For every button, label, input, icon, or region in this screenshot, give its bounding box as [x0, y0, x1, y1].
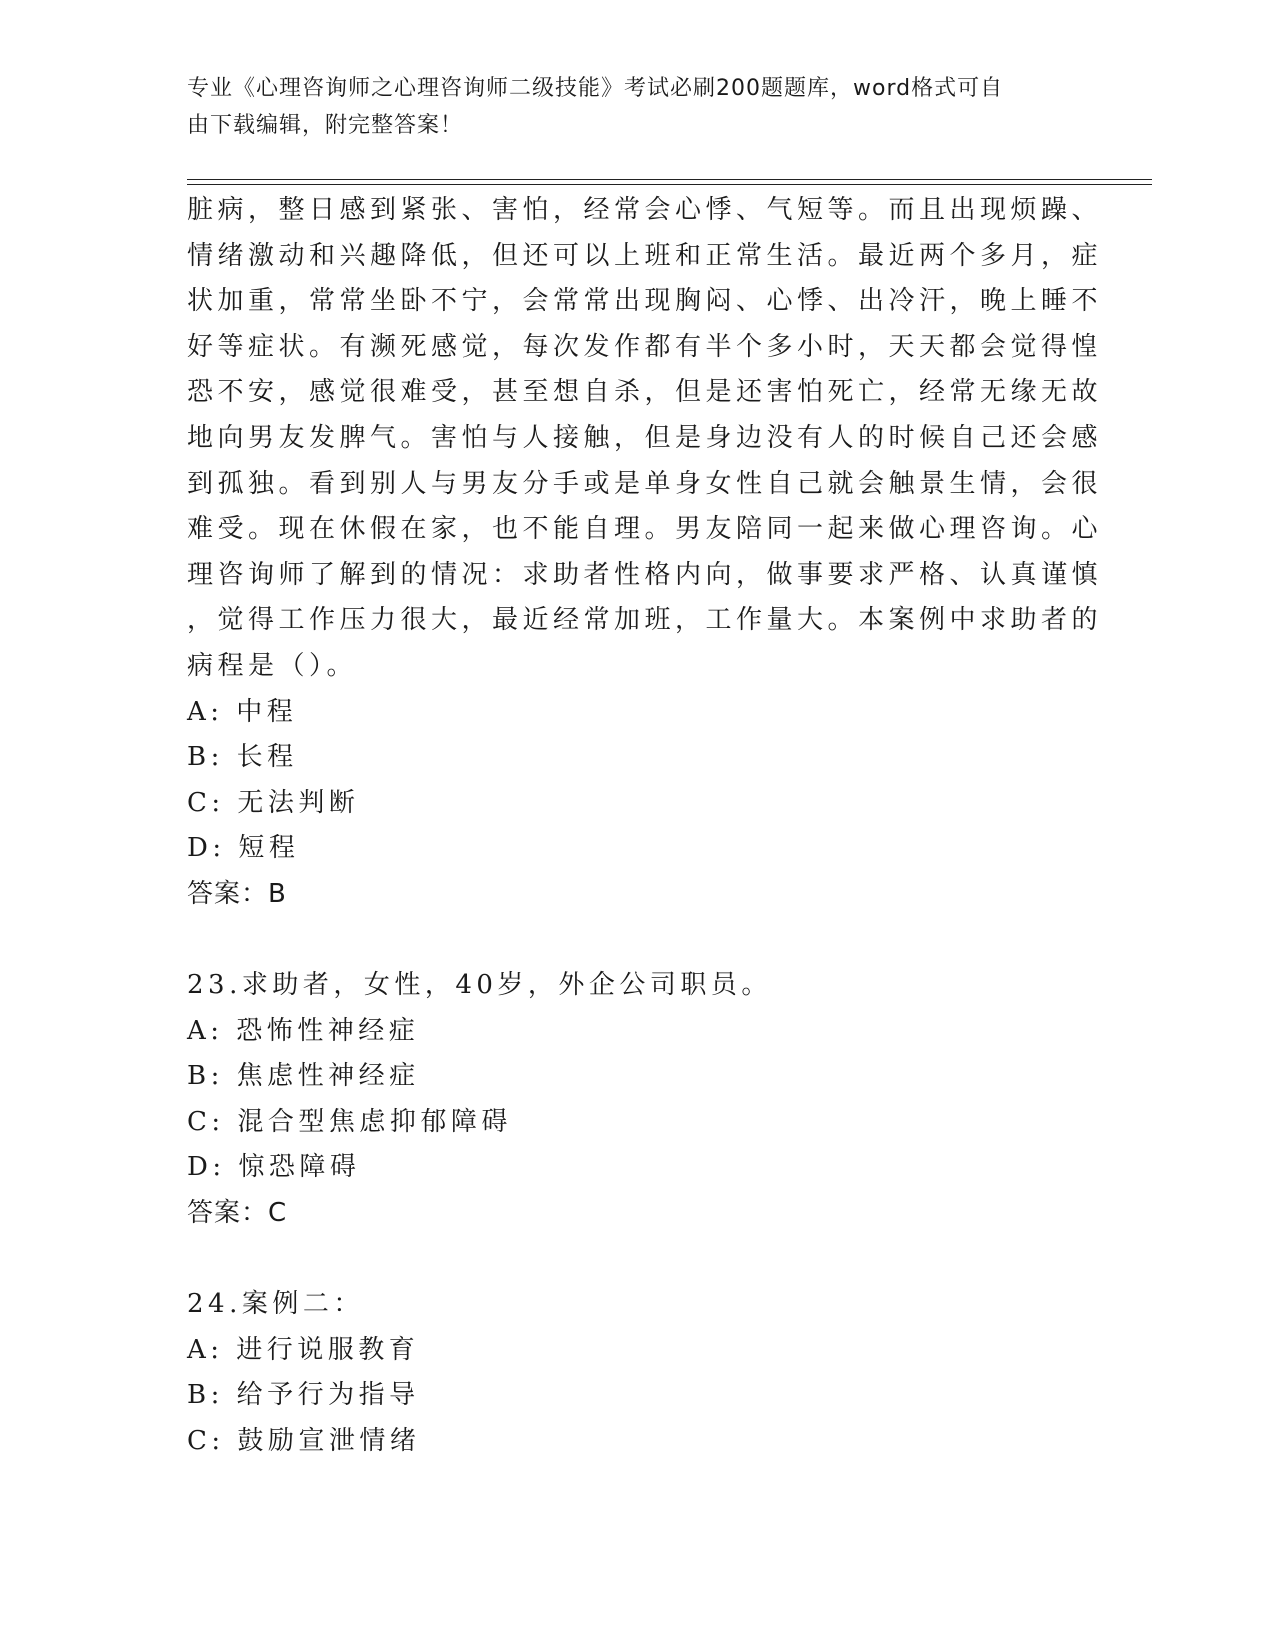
question-stem-line: 情绪激动和兴趣降低，但还可以上班和正常生活。最近两个多月，症: [187, 240, 1103, 271]
question-stem: 23.求助者，女性，40岁，外企公司职员。: [187, 970, 772, 1001]
spacer: [187, 918, 1067, 964]
question-stem-line: 理咨询师了解到的情况：求助者性格内向，做事要求严格、认真谨慎: [187, 559, 1103, 590]
option-d: D: 短程: [187, 833, 300, 864]
question-23: [187, 963, 1067, 1237]
question-24: [187, 1282, 1067, 1464]
header-rule-top: [187, 179, 1152, 180]
question-stem-line: 恐不安，感觉很难受，甚至想自杀，但是还害怕死亡，经常无缘无故: [187, 377, 1103, 408]
header-rule-bottom: [187, 184, 1152, 185]
option-c: C: 混合型焦虑抑郁障碍: [187, 1106, 512, 1137]
header-line-1: 专业《心理咨询师之心理咨询师二级技能》考试必刷200题题库，word格式可自: [187, 76, 1004, 101]
question-stem-line: 脏病，整日感到紧张、害怕，经常会心悸、气短等。而且出现烦躁、: [187, 195, 1103, 225]
question-stem-line: 地向男友发脾气。害怕与人接触，但是身边没有人的时候自己还会感: [187, 422, 1103, 453]
option-a: A: 恐怖性神经症: [187, 1015, 420, 1046]
option-c: C: 无法判断: [187, 787, 360, 818]
question-stem: 24.案例二：: [187, 1289, 364, 1320]
question-stem-line: 病程是（）。: [187, 650, 358, 681]
question-stem-line: ，觉得工作压力很大，最近经常加班，工作量大。本案例中求助者的: [187, 605, 1103, 636]
option-a: A: 进行说服教育: [187, 1334, 420, 1365]
answer-line: 答案：C: [187, 1198, 288, 1229]
document-body: [187, 188, 1103, 1465]
header-line-2: 由下载编辑，附完整答案！: [187, 113, 464, 138]
option-c: C: 鼓励宣泄情绪: [187, 1426, 421, 1457]
option-a: A: 中程: [187, 696, 298, 727]
question-stem-line: 好等症状。有濒死感觉，每次发作都有半个多小时，天天都会觉得惶: [187, 331, 1103, 362]
option-b: B: 长程: [187, 742, 298, 773]
question-stem-line: 难受。现在休假在家，也不能自理。男友陪同一起来做心理咨询。心: [187, 514, 1103, 545]
spacer: [187, 1237, 1067, 1283]
answer-line: 答案：B: [187, 878, 287, 909]
question-22: [187, 188, 1103, 918]
page-header: [187, 70, 1067, 144]
option-b: B: 给予行为指导: [187, 1380, 420, 1411]
question-stem-line: 状加重，常常坐卧不宁，会常常出现胸闷、心悸、出冷汗，晚上睡不: [187, 286, 1103, 317]
question-stem-line: 到孤独。看到别人与男友分手或是单身女性自己就会触景生情，会很: [187, 468, 1103, 499]
option-b: B: 焦虑性神经症: [187, 1061, 420, 1092]
option-d: D: 惊恐障碍: [187, 1152, 361, 1183]
